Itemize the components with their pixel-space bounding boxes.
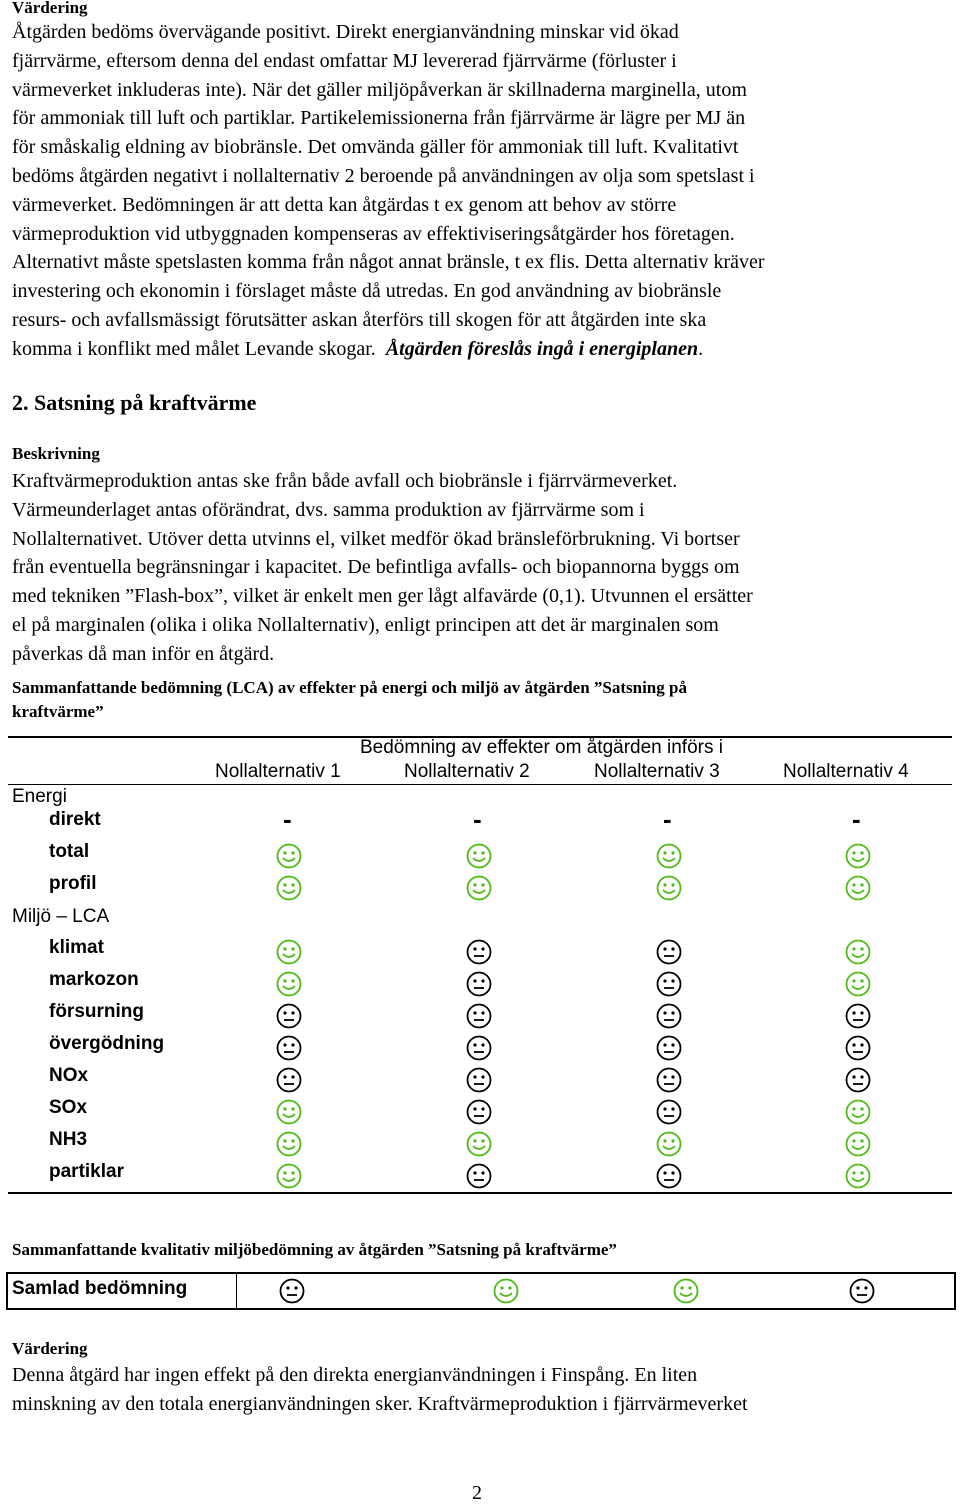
- row-label-8: SOx: [49, 1097, 88, 1118]
- column-header-2: Nollalternativ 2: [404, 761, 530, 782]
- page-number: 2: [472, 1482, 482, 1504]
- neutral-face-icon: [655, 1162, 683, 1190]
- top-line: investering och ekonomin i förslaget måste då utredas. En god användning av biobränsle: [12, 280, 722, 303]
- neutral-face-icon: [278, 1277, 306, 1305]
- table-super-header: Bedömning av effekter om åtgärden införs i: [360, 737, 723, 758]
- top-line: Åtgärden bedöms övervägande positivt. Direkt energianvändning minskar vid ökad: [12, 21, 679, 43]
- neutral-face-icon: [275, 1066, 303, 1094]
- neutral-face-icon: [655, 970, 683, 998]
- row-label-3: klimat: [49, 937, 104, 958]
- dash-symbol: -: [852, 804, 861, 834]
- neutral-face-icon: [655, 1066, 683, 1094]
- row-label-7: NOx: [49, 1065, 89, 1086]
- smiley-icon: [655, 1130, 683, 1158]
- smiley-icon: [672, 1277, 700, 1305]
- row-label-1: total: [49, 841, 90, 862]
- column-header-4: Nollalternativ 4: [783, 761, 909, 782]
- top-line-last: [12, 335, 948, 364]
- row-label-0: direkt: [49, 809, 101, 830]
- neutral-face-icon: [655, 938, 683, 966]
- table-header-rule: [8, 784, 952, 785]
- column-header-1: Nollalternativ 1: [215, 761, 341, 782]
- smiley-icon: [275, 874, 303, 902]
- neutral-face-icon: [655, 1098, 683, 1126]
- smiley-icon: [275, 1162, 303, 1190]
- description-heading: Beskrivning: [12, 444, 100, 463]
- row-label-6: övergödning: [49, 1033, 165, 1054]
- top-line: för småskalig eldning av biobränsle. Det omvända gäller för ammoniak till luft. Kvalitativt: [12, 136, 739, 159]
- lca-title-line: kraftvärme”: [12, 702, 104, 721]
- smiley-icon: [275, 842, 303, 870]
- smiley-icon: [844, 938, 872, 966]
- group-energi: Energi: [12, 786, 67, 807]
- top-heading: Värdering: [12, 0, 88, 17]
- top-line: fjärrvärme, eftersom denna del endast omfattar MJ levererad fjärrvärme (förluster i: [12, 49, 677, 72]
- dash-symbol: -: [473, 804, 482, 834]
- smiley-icon: [492, 1277, 520, 1305]
- description-paragraph: [12, 467, 948, 669]
- neutral-face-icon: [465, 938, 493, 966]
- neutral-face-icon: [465, 1034, 493, 1062]
- row-label-2: profil: [49, 873, 97, 894]
- neutral-face-icon: [844, 1034, 872, 1062]
- top-line: värmeverket. Bedömningen är att detta kan åtgärdas t ex genom att behov av större: [12, 193, 677, 216]
- neutral-face-icon: [275, 1002, 303, 1030]
- dash-symbol: -: [663, 804, 672, 834]
- qualitative-label: Samlad bedömning: [12, 1278, 188, 1299]
- neutral-face-icon: [844, 1002, 872, 1030]
- bottom-heading: Värdering: [12, 1339, 88, 1358]
- row-label-10: partiklar: [49, 1161, 124, 1182]
- smiley-icon: [275, 1130, 303, 1158]
- top-line: värmeverket inkluderas inte). När det gäller miljöpåverkan är skillnaderna marginella, utom: [12, 78, 747, 101]
- smiley-icon: [655, 842, 683, 870]
- qualitative-title: Sammanfattande kvalitativ miljöbedömning av åtgärden ”Satsning på kraftvärme”: [12, 1240, 617, 1259]
- top-line: för ammoniak till luft och partiklar. Partikelemissionerna från fjärrvärme är lägre per MJ än: [12, 107, 746, 130]
- desc-line: från eventuella begränsningar i kapacitet. De befintliga avfalls- och biopannorna byggs om: [12, 556, 740, 579]
- group-miljo-lca: Miljö – LCA: [12, 906, 110, 927]
- neutral-face-icon: [655, 1002, 683, 1030]
- lca-title: [12, 676, 948, 724]
- desc-line: påverkas då man inför en åtgärd.: [12, 642, 275, 665]
- smiley-icon: [465, 874, 493, 902]
- bottom-line: Denna åtgärd har ingen effekt på den direkta energianvändningen i Finspång. En liten: [12, 1364, 698, 1386]
- qualitative-box: [6, 1272, 956, 1310]
- top-paragraph: [12, 18, 948, 364]
- row-label-5: försurning: [49, 1001, 144, 1022]
- desc-line: Värmeunderlaget antas oförändrat, dvs. samma produktion av fjärrvärme som i: [12, 498, 645, 521]
- smiley-icon: [844, 874, 872, 902]
- top-line: Alternativt måste spetslasten komma från något annat bränsle, t ex flis. Detta alternativ kräver: [12, 251, 765, 274]
- neutral-face-icon: [275, 1034, 303, 1062]
- smiley-icon: [275, 970, 303, 998]
- top-line: värmeproduktion vid utbyggnaden kompenseras av effektiviseringsåtgärder hos företagen.: [12, 222, 735, 245]
- smiley-icon: [655, 874, 683, 902]
- row-label-9: NH3: [49, 1129, 88, 1150]
- neutral-face-icon: [465, 1162, 493, 1190]
- smiley-icon: [844, 1098, 872, 1126]
- desc-line: Kraftvärmeproduktion antas ske från både avfall och biobränsle i fjärrvärmeverket.: [12, 470, 678, 492]
- top-line: resurs- och avfallsmässigt förutsätter askan återförs till skogen för att åtgärden inte ska: [12, 308, 707, 331]
- smiley-icon: [844, 842, 872, 870]
- neutral-face-icon: [465, 970, 493, 998]
- neutral-face-icon: [655, 1034, 683, 1062]
- desc-line: med tekniken ”Flash-box”, vilket är enkelt men ger lågt alfavärde (0,1). Utvunnen el ersätter: [12, 585, 753, 608]
- neutral-face-icon: [465, 1098, 493, 1126]
- bottom-paragraph: [12, 1361, 948, 1419]
- smiley-icon: [275, 1098, 303, 1126]
- desc-line: el på marginalen (olika i olika Nollalternativ), enligt principen att det är marginalen som: [12, 613, 719, 636]
- smiley-icon: [465, 842, 493, 870]
- section-title: 2. Satsning på kraftvärme: [12, 390, 257, 415]
- smiley-icon: [844, 1162, 872, 1190]
- neutral-face-icon: [465, 1066, 493, 1094]
- smiley-icon: [844, 970, 872, 998]
- smiley-icon: [465, 1130, 493, 1158]
- neutral-face-icon: [465, 1002, 493, 1030]
- proposal-emphasis: Åtgärden föreslås ingå i energiplanen: [385, 337, 699, 360]
- smiley-icon: [275, 938, 303, 966]
- bottom-line: minskning av den totala energianvändningen sker. Kraftvärmeproduktion i fjärrvärmeverket: [12, 1392, 748, 1415]
- top-line: bedöms åtgärden negativt i nollalternativ 2 beroende på användningen av olja som spetslast i: [12, 164, 755, 187]
- top-line-plain: komma i konflikt med målet Levande skogar.: [12, 337, 376, 360]
- neutral-face-icon: [848, 1277, 876, 1305]
- neutral-face-icon: [844, 1066, 872, 1094]
- smiley-icon: [844, 1130, 872, 1158]
- top-line-end: .: [698, 337, 704, 360]
- table-bottom-rule: [8, 1192, 952, 1194]
- desc-line: Nollalternativet. Utöver detta utvinns el, vilket medför ökad bränsleförbrukning. Vi bortser: [12, 527, 740, 550]
- lca-title-line: Sammanfattande bedömning (LCA) av effekter på energi och miljö av åtgärden ”Satsning på: [12, 678, 687, 697]
- row-label-4: markozon: [49, 969, 139, 990]
- column-header-3: Nollalternativ 3: [594, 761, 720, 782]
- qualitative-divider: [236, 1274, 237, 1308]
- dash-symbol: -: [283, 804, 292, 834]
